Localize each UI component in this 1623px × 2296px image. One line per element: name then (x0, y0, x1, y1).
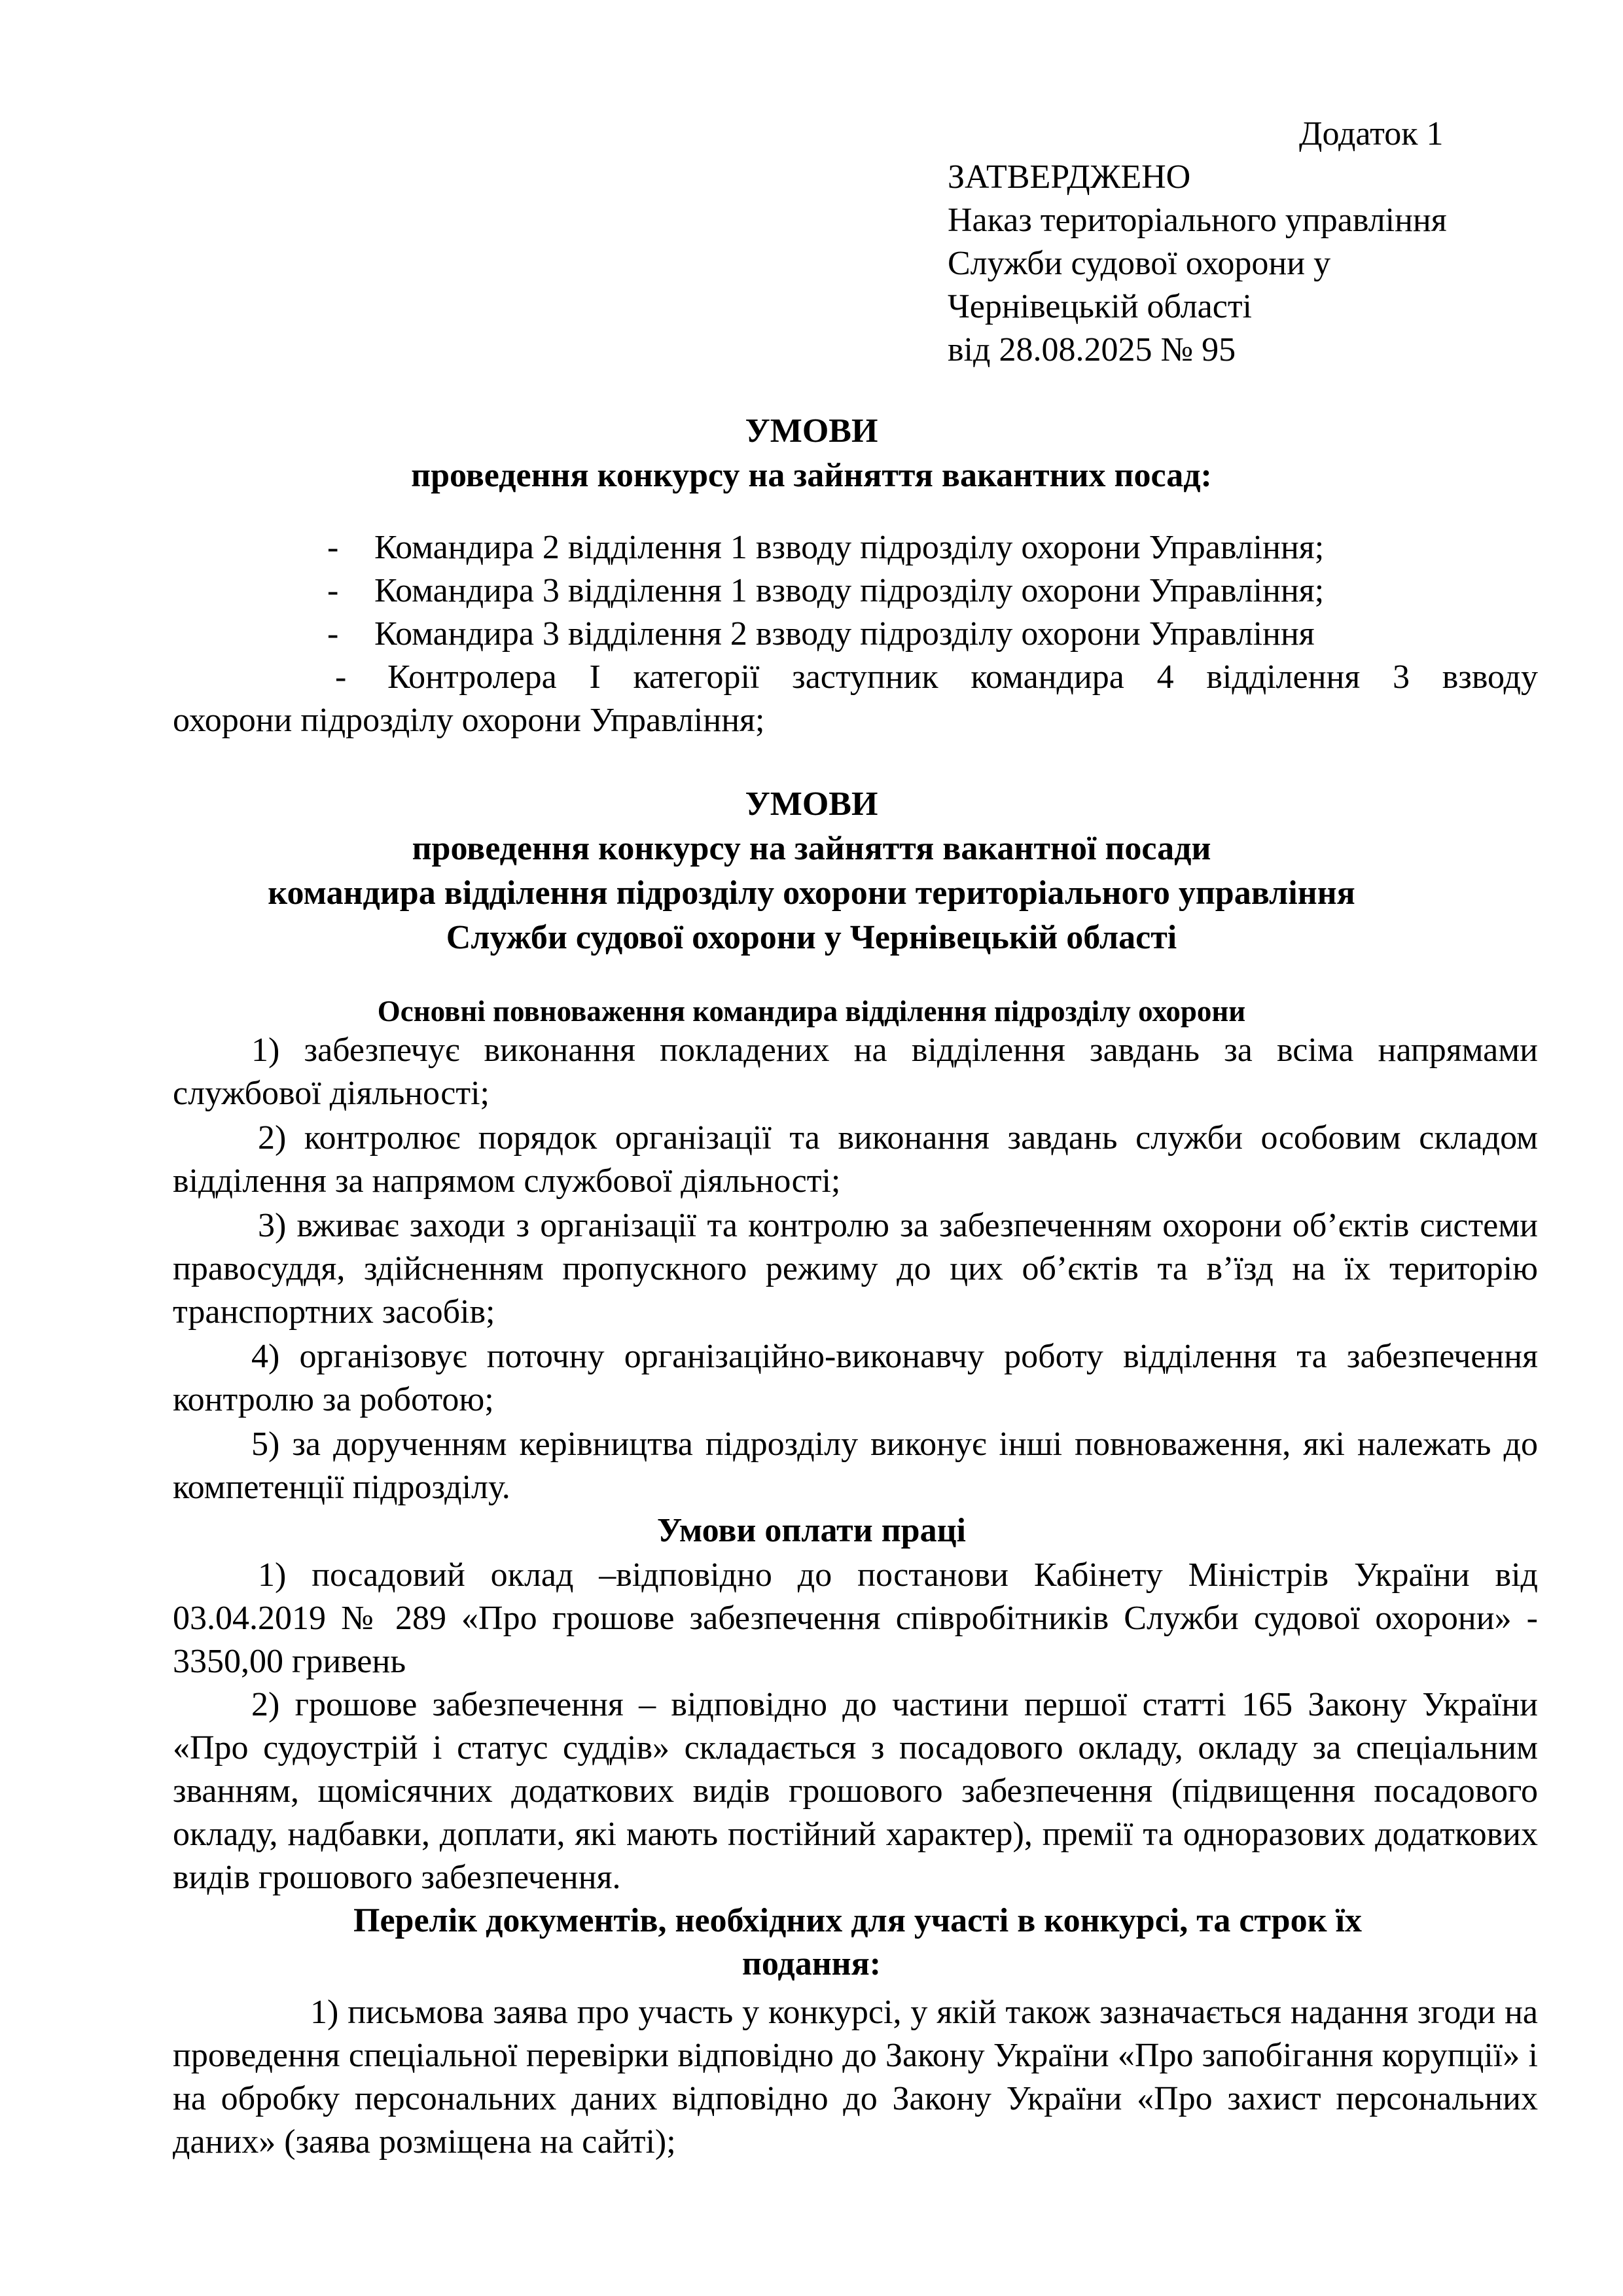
powers-item-3: 3) вживає заходи з організації та контролю за забезпеченням охорони об’єктів системи правосуддя, здійсненням пропускного режиму до цих об’єктів та в’їзд на їх територію транспортних засобів; (173, 1207, 1538, 1331)
section2-subtitle-3: Служби судової охорони у Чернівецькій області (446, 919, 1177, 956)
position-item-2-text: Командира 3 відділення 1 взводу підрозділу охорони Управління; (374, 572, 1325, 609)
approval-block (948, 156, 1447, 372)
position-item-1-text: Командира 2 відділення 1 взводу підрозділу охорони Управління; (374, 529, 1325, 566)
powers-item-5: 5) за дорученням керівництва підрозділу виконує інші повноваження, які належать до компетенції підрозділу. (173, 1426, 1538, 1506)
position-item-4: - Контролера І категорії заступник командира 4 відділення 3 взводу (335, 658, 1538, 696)
addendum-label: Додаток 1 (1299, 115, 1444, 152)
order-date: від 28.08.2025 № 95 (948, 331, 1236, 368)
order-line-3: Чернівецькій області (948, 288, 1253, 325)
position-item-3-text: Командира 3 відділення 2 взводу підрозділу охорони Управління (374, 615, 1315, 653)
section2-subtitle-1: проведення конкурсу на зайняття вакантної посади (412, 830, 1211, 867)
position-item-4-text: Контролера І категорії заступник командира 4 відділення 3 взводу (387, 658, 1538, 696)
pay-heading: Умови оплати праці (657, 1512, 966, 1549)
order-line-2: Служби судової охорони у (948, 245, 1331, 282)
powers-item-4: 4) організовує поточну організаційно-виконавчу роботу відділення та забезпечення контролю за роботою; (173, 1338, 1538, 1418)
approved-label: ЗАТВЕРДЖЕНО (948, 158, 1191, 196)
position-item-2: - Командира 3 відділення 1 взводу підрозділу охорони Управління; (327, 572, 1325, 609)
pay-item-1: 1) посадовий оклад –відповідно до постанови Кабінету Міністрів України від 03.04.2019 № 289 «Про грошове забезпечення співробітників Служби судової охорони» - 3350,00 гривень (173, 1556, 1538, 1680)
documents-heading-2: подання: (741, 1945, 882, 1982)
order-line-1: Наказ територіального управління (948, 202, 1447, 239)
section2-subtitle-2: командира відділення підрозділу охорони територіального управління (268, 874, 1355, 912)
powers-item-2: 2) контролює порядок організації та виконання завдань служби особовим складом відділення за напрямом службової діяльності; (173, 1119, 1538, 1200)
position-item-4-cont: охорони підрозділу охорони Управління; (173, 702, 765, 739)
position-item-1: - Командира 2 відділення 1 взводу підрозділу охорони Управління; (327, 529, 1325, 566)
documents-item-1: 1) письмова заява про участь у конкурсі, у якій також зазначається надання згоди на проведення спеціальної перевірки відповідно до Закону України «Про запобігання корупції» і на обробку персональних даних відповідно до Закону України «Про захист персональних даних» (заява розміщена на сайті); (173, 1994, 1538, 2161)
powers-heading: Основні повноваження командира відділення підрозділу охорони (377, 995, 1246, 1028)
powers-item-1: 1) забезпечує виконання покладених на відділення завдань за всіма напрямами службової діяльності; (173, 1031, 1538, 1112)
pay-item-2: 2) грошове забезпечення – відповідно до частини першої статті 165 Закону України «Про судоустрій і статус суддів» складається з посадового окладу, окладу за спеціальним званням, щомісячних додаткових видів грошового забезпечення (підвищення посадового окладу, надбавки, доплати, які мають постійний характер), премії та одноразових додаткових видів грошового забезпечення. (173, 1686, 1538, 1896)
section1-subtitle: проведення конкурсу на зайняття вакантних посад: (411, 457, 1212, 494)
position-item-3: - Командира 3 відділення 2 взводу підрозділу охорони Управління (327, 615, 1315, 653)
documents-heading-1: Перелік документів, необхідних для участі в конкурсі, та строк їх (353, 1902, 1362, 1939)
section2-title: УМОВИ (745, 785, 878, 823)
section1-title: УМОВИ (745, 412, 878, 450)
